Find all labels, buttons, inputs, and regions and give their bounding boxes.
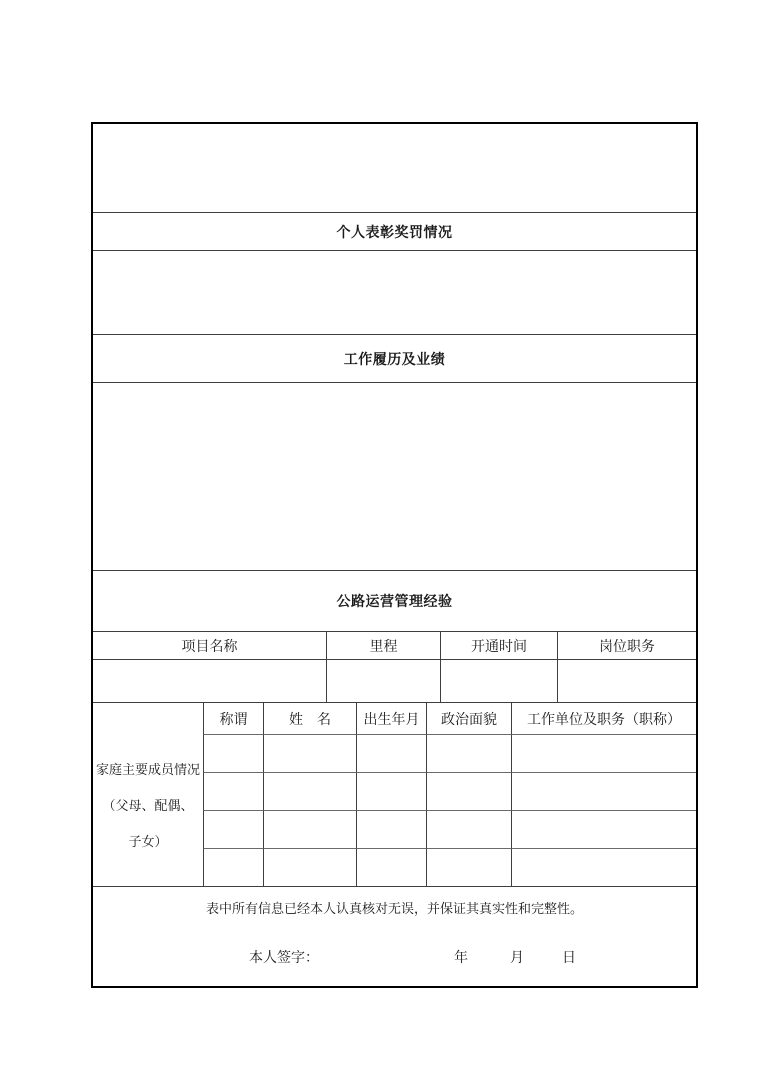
- mileage-column-header: 里程: [326, 632, 440, 659]
- highway-experience-section-header: 公路运营管理经验: [93, 570, 696, 631]
- declaration-section: [93, 886, 696, 986]
- family-member-name-cell[interactable]: [263, 848, 356, 886]
- family-member-birthdate-cell[interactable]: [356, 772, 426, 810]
- family-member-employer-cell[interactable]: [511, 734, 696, 772]
- family-member-title-cell[interactable]: [203, 810, 263, 848]
- project-name-cell[interactable]: [93, 660, 326, 702]
- family-member-employer-cell[interactable]: [511, 772, 696, 810]
- previous-section-overflow-cell[interactable]: [93, 124, 696, 212]
- opening-time-cell[interactable]: [440, 660, 557, 702]
- declaration-statement: 表中所有信息已经本人认真核对无误，并保证其真实性和完整性。: [205, 901, 583, 916]
- family-member-political-status-cell[interactable]: [426, 772, 511, 810]
- family-political-status-column-header: 政治面貌: [426, 703, 511, 734]
- family-members-section: [93, 702, 696, 886]
- family-member-birthdate-cell[interactable]: [356, 734, 426, 772]
- date-year-label: 年: [454, 951, 468, 966]
- family-member-name-cell[interactable]: [263, 772, 356, 810]
- personal-awards-section-header: 个人表彰奖罚情况: [93, 212, 696, 250]
- family-member-name-cell[interactable]: [263, 734, 356, 772]
- family-member-employer-cell[interactable]: [511, 810, 696, 848]
- family-member-political-status-cell[interactable]: [426, 848, 511, 886]
- family-birthdate-column-header: 出生年月: [356, 703, 426, 734]
- date-day-label: 日: [562, 951, 576, 966]
- family-members-row-label: [93, 703, 203, 886]
- opening-time-column-header: 开通时间: [440, 632, 557, 659]
- family-label-line-1: 家庭主要成员情况: [95, 761, 200, 777]
- family-label-line-2: （父母、配偶、: [102, 797, 194, 813]
- project-table-data-row: [93, 659, 696, 702]
- family-member-title-cell[interactable]: [203, 848, 263, 886]
- project-table-header-row: [93, 631, 696, 659]
- work-history-section-header: 工作履历及业绩: [93, 334, 696, 382]
- family-label-line-3: 子女）: [128, 833, 168, 849]
- family-member-political-status-cell[interactable]: [426, 734, 511, 772]
- family-member-employer-cell[interactable]: [511, 848, 696, 886]
- family-employer-position-column-header: 工作单位及职务（职称）: [511, 703, 696, 734]
- work-history-content-cell[interactable]: [93, 382, 696, 570]
- application-form-table: [91, 122, 698, 988]
- family-member-title-cell[interactable]: [203, 734, 263, 772]
- mileage-cell[interactable]: [326, 660, 440, 702]
- family-member-birthdate-cell[interactable]: [356, 810, 426, 848]
- date-month-label: 月: [510, 951, 524, 966]
- project-name-column-header: 项目名称: [181, 639, 238, 655]
- family-member-birthdate-cell[interactable]: [356, 848, 426, 886]
- position-column-header: 岗位职务: [557, 632, 696, 659]
- family-title-column-header: 称谓: [203, 703, 263, 734]
- family-name-column-header: 姓 名: [263, 703, 356, 734]
- position-cell[interactable]: [557, 660, 696, 702]
- family-member-name-cell[interactable]: [263, 810, 356, 848]
- personal-awards-content-cell[interactable]: [93, 250, 696, 334]
- family-member-political-status-cell[interactable]: [426, 810, 511, 848]
- signature-label: 本人签字：: [249, 951, 319, 966]
- family-member-title-cell[interactable]: [203, 772, 263, 810]
